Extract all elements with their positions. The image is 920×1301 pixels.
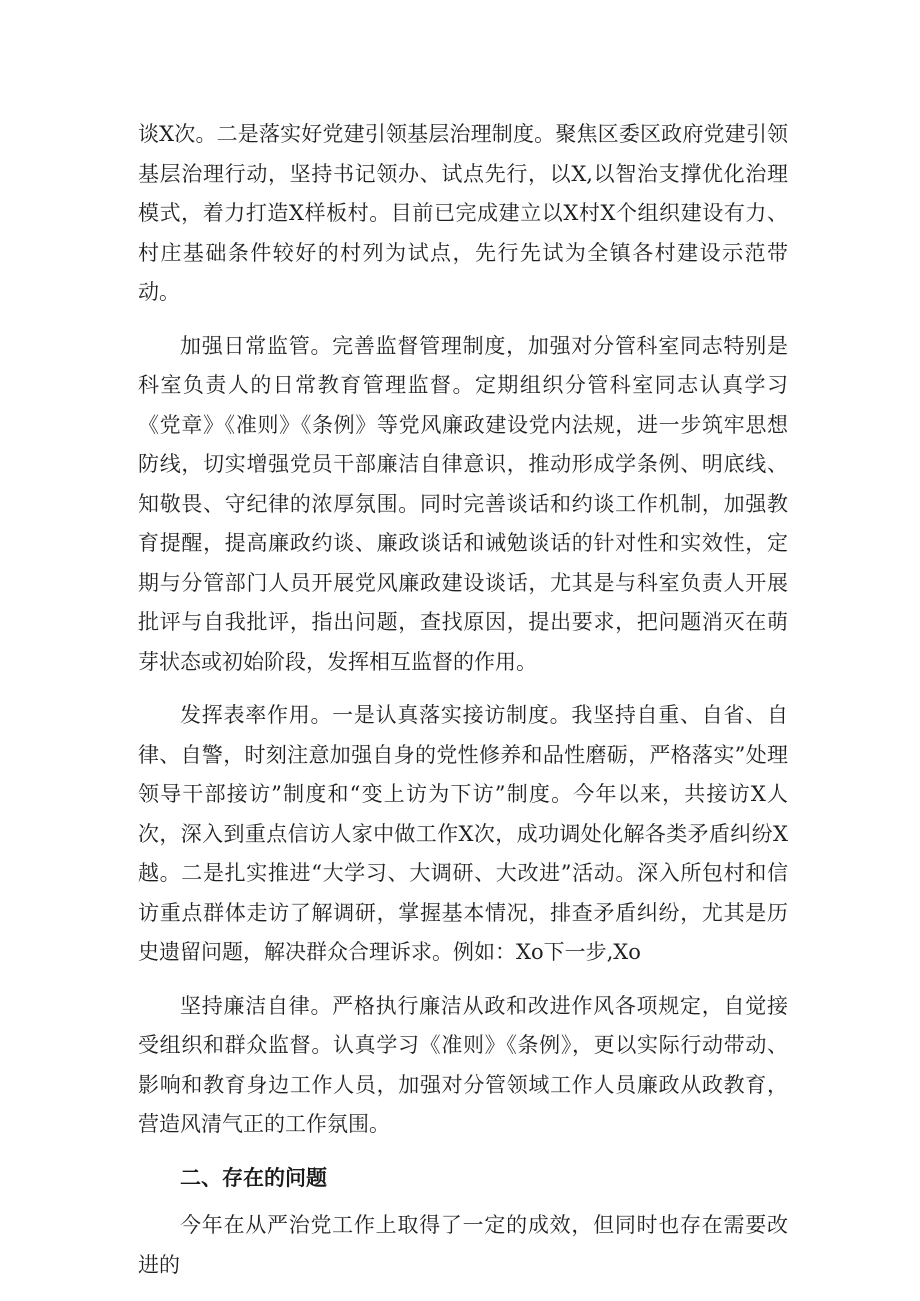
paragraph-problems-intro: 今年在从严治党工作上取得了一定的成效，但同时也存在需要改进的 [138,1213,788,1277]
document-body [138,115,788,1285]
section-heading-problems: 二、存在的问题 [180,1165,327,1190]
paragraph-exemplary-role: 发挥表率作用。一是认真落实接访制度。我坚持自重、自省、自律、自警，时刻注意加强自身的党性修养和品性磨砺，严格落实”处理领导干部接访”制度和“变上访为下访”制度。今年以来，共接访X人次，深入到重点信访人家中做工作X次，成功调处化解各类矛盾纠纷X越。二是扎实推进“大学习、大调研、大改进”活动。深入所包村和信访重点群体走访了解调研，掌握基本情况，排查矛盾纠纷，尤其是历史遗留问题，解决群众合理诉求。例如：Xo下一步,Xo [138,703,788,964]
paragraph-daily-supervision: 加强日常监管。完善监督管理制度，加强对分管科室同志特别是科室负责人的日常教育管理监督。定期组织分管科室同志认真学习《党章》《准则》《条例》等党风廉政建设党内法规，进一步筑牢思想防线，切实增强党员干部廉洁自律意识，推动形成学条例、明底线、知敬畏、守纪律的浓厚氛围。同时完善谈话和约谈工作机制，加强教育提醒，提高廉政约谈、廉政谈话和诫勉谈话的针对性和实效性，定期与分管部门人员开展党风廉政建设谈话，尤其是与科室负责人开展批评与自我批评，指出问题，查找原因，提出要求，把问题消灭在萌芽状态或初始阶段，发挥相互监督的作用。 [138,333,788,674]
paragraph-party-building-governance: 谈X次。二是落实好党建引领基层治理制度。聚焦区委区政府党建引领基层治理行动，坚持书记领办、试点先行，以X,以智治支撑优化治理模式，着力打造X样板村。目前已完成建立以X村X个组织建设有力、村庄基础条件较好的村列为试点，先行先试为全镇各村建设示范带动。 [138,122,788,304]
paragraph-self-discipline: 坚持廉洁自律。严格执行廉洁从政和改进作风各项规定，自觉接受组织和群众监督。认真学习《准则》《条例》，更以实际行动带动、影响和教育身边工作人员，加强对分管领域工作人员廉政从政教育，营造风清气正的工作氛围。 [138,993,788,1136]
